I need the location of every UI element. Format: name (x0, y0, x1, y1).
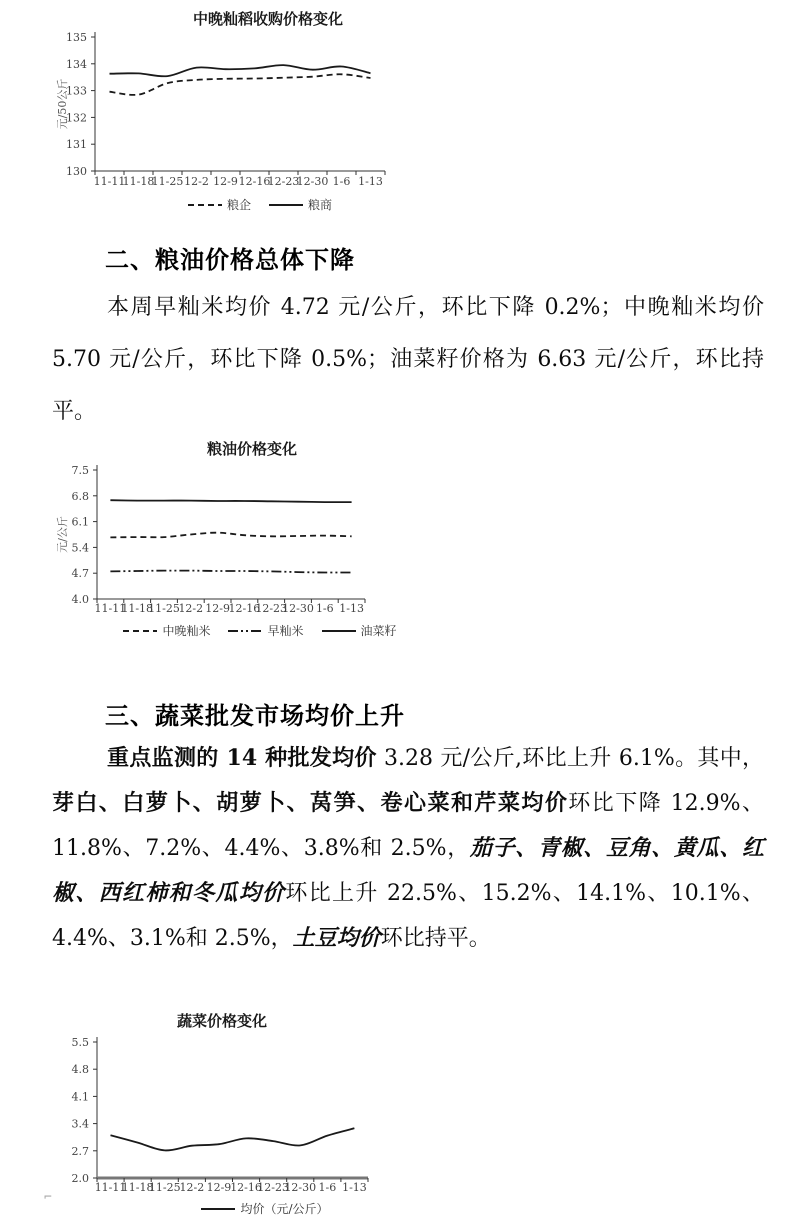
x-tick-label: 11-18 (122, 175, 155, 188)
text-run: 环比下降 12.9%、11.8%、7.2%、4.4%、3.8%和 2.5%， (52, 791, 764, 861)
legend-item (322, 622, 397, 639)
y-tick-label: 130 (66, 165, 87, 178)
x-tick-label: 11-25 (148, 1181, 181, 1194)
y-tick-label: 4.0 (71, 593, 89, 606)
chart-grain-oil-price (40, 436, 480, 639)
text-run: 3.28 元/公斤,环比上升 6.1%。其中， (376, 746, 765, 771)
section-3-heading: 三、蔬菜批发市场均价上升 (105, 702, 405, 730)
x-tick-label: 11-11 (93, 175, 126, 188)
chart-title: 中晚籼稻收购价格变化 (192, 10, 344, 28)
chart-mid-late-indica-rice-purchase-price (40, 4, 480, 213)
x-tick-label: 12-23 (257, 1181, 290, 1194)
legend-line-sample (228, 626, 262, 636)
x-tick-label: 1-6 (318, 1181, 337, 1194)
legend-item (188, 196, 251, 213)
series-line-solid (111, 1128, 355, 1150)
x-tick-label: 1-13 (342, 1181, 367, 1194)
legend-label: 均价（元/公斤） (240, 1202, 329, 1216)
section-3-paragraph (52, 736, 764, 961)
series-line-dashdot (110, 571, 351, 573)
legend-label: 粮企 (226, 198, 251, 212)
section-2-heading: 二、粮油价格总体下降 (105, 246, 355, 274)
x-tick-label: 12-30 (296, 175, 329, 188)
x-tick-label: 1-6 (315, 602, 334, 615)
x-tick-label: 12-2 (184, 175, 209, 188)
chart-canvas (40, 1010, 490, 1196)
x-tick-label: 12-16 (230, 1181, 262, 1194)
y-tick-label: 6.8 (71, 489, 89, 503)
legend-label: 中晚籼米 (162, 624, 211, 638)
legend-line-sample (123, 626, 157, 636)
y-tick-label: 4.7 (71, 567, 89, 581)
x-tick-label: 1-13 (339, 602, 364, 615)
x-tick-label: 11-18 (121, 602, 154, 615)
x-tick-label: 1-13 (358, 175, 383, 188)
y-tick-label: 5.4 (71, 541, 89, 555)
y-axis-label: 元/公斤 (56, 516, 69, 553)
chart-title: 蔬菜价格变化 (176, 1012, 268, 1030)
legend-label: 粮商 (308, 198, 333, 212)
chart-title: 粮油价格变化 (206, 440, 298, 458)
legend-line-sample (188, 200, 222, 210)
y-tick-label: 6.1 (71, 515, 89, 529)
x-tick-label: 12-2 (178, 602, 204, 615)
series-line-solid (110, 500, 351, 502)
chart-legend (40, 622, 480, 639)
x-tick-label: 12-23 (255, 602, 288, 615)
legend-label: 早籼米 (267, 624, 304, 638)
x-tick-label: 12-2 (179, 1181, 205, 1194)
legend-item (228, 622, 303, 639)
text-run: 茄子、青椒、豆角、黄瓜、红椒、西红柿和冬瓜均价 (52, 835, 764, 906)
chart-canvas (40, 4, 480, 192)
y-tick-label: 2.0 (71, 1172, 89, 1185)
y-tick-label: 3.4 (71, 1117, 89, 1131)
chart-legend (40, 1200, 490, 1216)
text-run: 土豆均价 (292, 925, 381, 951)
y-tick-label: 135 (66, 31, 87, 44)
text-run: 芽白、白萝卜、胡萝卜、莴笋、卷心菜和芹菜均价 (52, 790, 569, 816)
text-run: 环比上升 22.5%、15.2%、14.1%、10.1%、4.4%、3.1%和 2.5%， (52, 881, 764, 951)
x-tick-label: 11-11 (94, 1181, 127, 1194)
y-axis-label: 元/50公斤 (56, 78, 69, 130)
y-tick-label: 2.7 (71, 1144, 89, 1158)
section-2-paragraph (52, 282, 764, 438)
legend-item (269, 196, 332, 213)
series-line-dashed (110, 533, 351, 538)
y-tick-label: 131 (66, 138, 87, 152)
x-tick-label: 12-23 (267, 175, 300, 188)
text-run: 环比持平。 (380, 926, 491, 951)
text-run: 重点监测的 14 种批发均价 (107, 745, 377, 771)
x-tick-label: 12-9 (213, 175, 238, 188)
y-tick-label: 133 (66, 84, 87, 98)
x-tick-label: 12-30 (282, 602, 314, 615)
x-tick-label: 12-16 (238, 175, 271, 188)
legend-label: 油菜籽 (360, 624, 397, 638)
y-tick-label: 132 (66, 111, 87, 125)
text-run: 本周早籼米均价 4.72 元/公斤，环比下降 0.2%；中晚籼米均价 5.70 元/公斤，环比下降 0.5%；油菜籽价格为 6.63 元/公斤，环比持平。 (52, 295, 764, 424)
legend-item (123, 622, 210, 639)
x-tick-label: 12-30 (284, 1181, 317, 1194)
x-tick-label: 11-25 (151, 175, 184, 188)
x-tick-label: 11-11 (94, 602, 127, 615)
x-tick-label: 12-16 (228, 602, 261, 615)
y-tick-label: 4.1 (71, 1090, 89, 1104)
chart-legend (40, 196, 480, 213)
x-tick-label: 11-25 (148, 602, 180, 615)
series-line-dashed (110, 74, 371, 95)
x-tick-label: 1-6 (332, 175, 351, 188)
x-tick-label: 12-9 (205, 602, 230, 615)
y-tick-label: 4.8 (71, 1063, 89, 1077)
x-tick-label: 12-9 (206, 1181, 232, 1194)
chart-vegetable-price (40, 1010, 490, 1216)
legend-line-sample (269, 200, 303, 210)
x-tick-label: 11-18 (121, 1181, 154, 1194)
y-tick-label: 134 (66, 57, 87, 71)
legend-item (201, 1200, 328, 1216)
legend-line-sample (201, 1204, 235, 1214)
page-corner-mark: ⌐ (44, 1190, 52, 1205)
y-tick-label: 7.5 (71, 464, 89, 477)
chart-canvas (40, 436, 480, 618)
legend-line-sample (322, 626, 356, 636)
y-tick-label: 5.5 (71, 1036, 89, 1049)
